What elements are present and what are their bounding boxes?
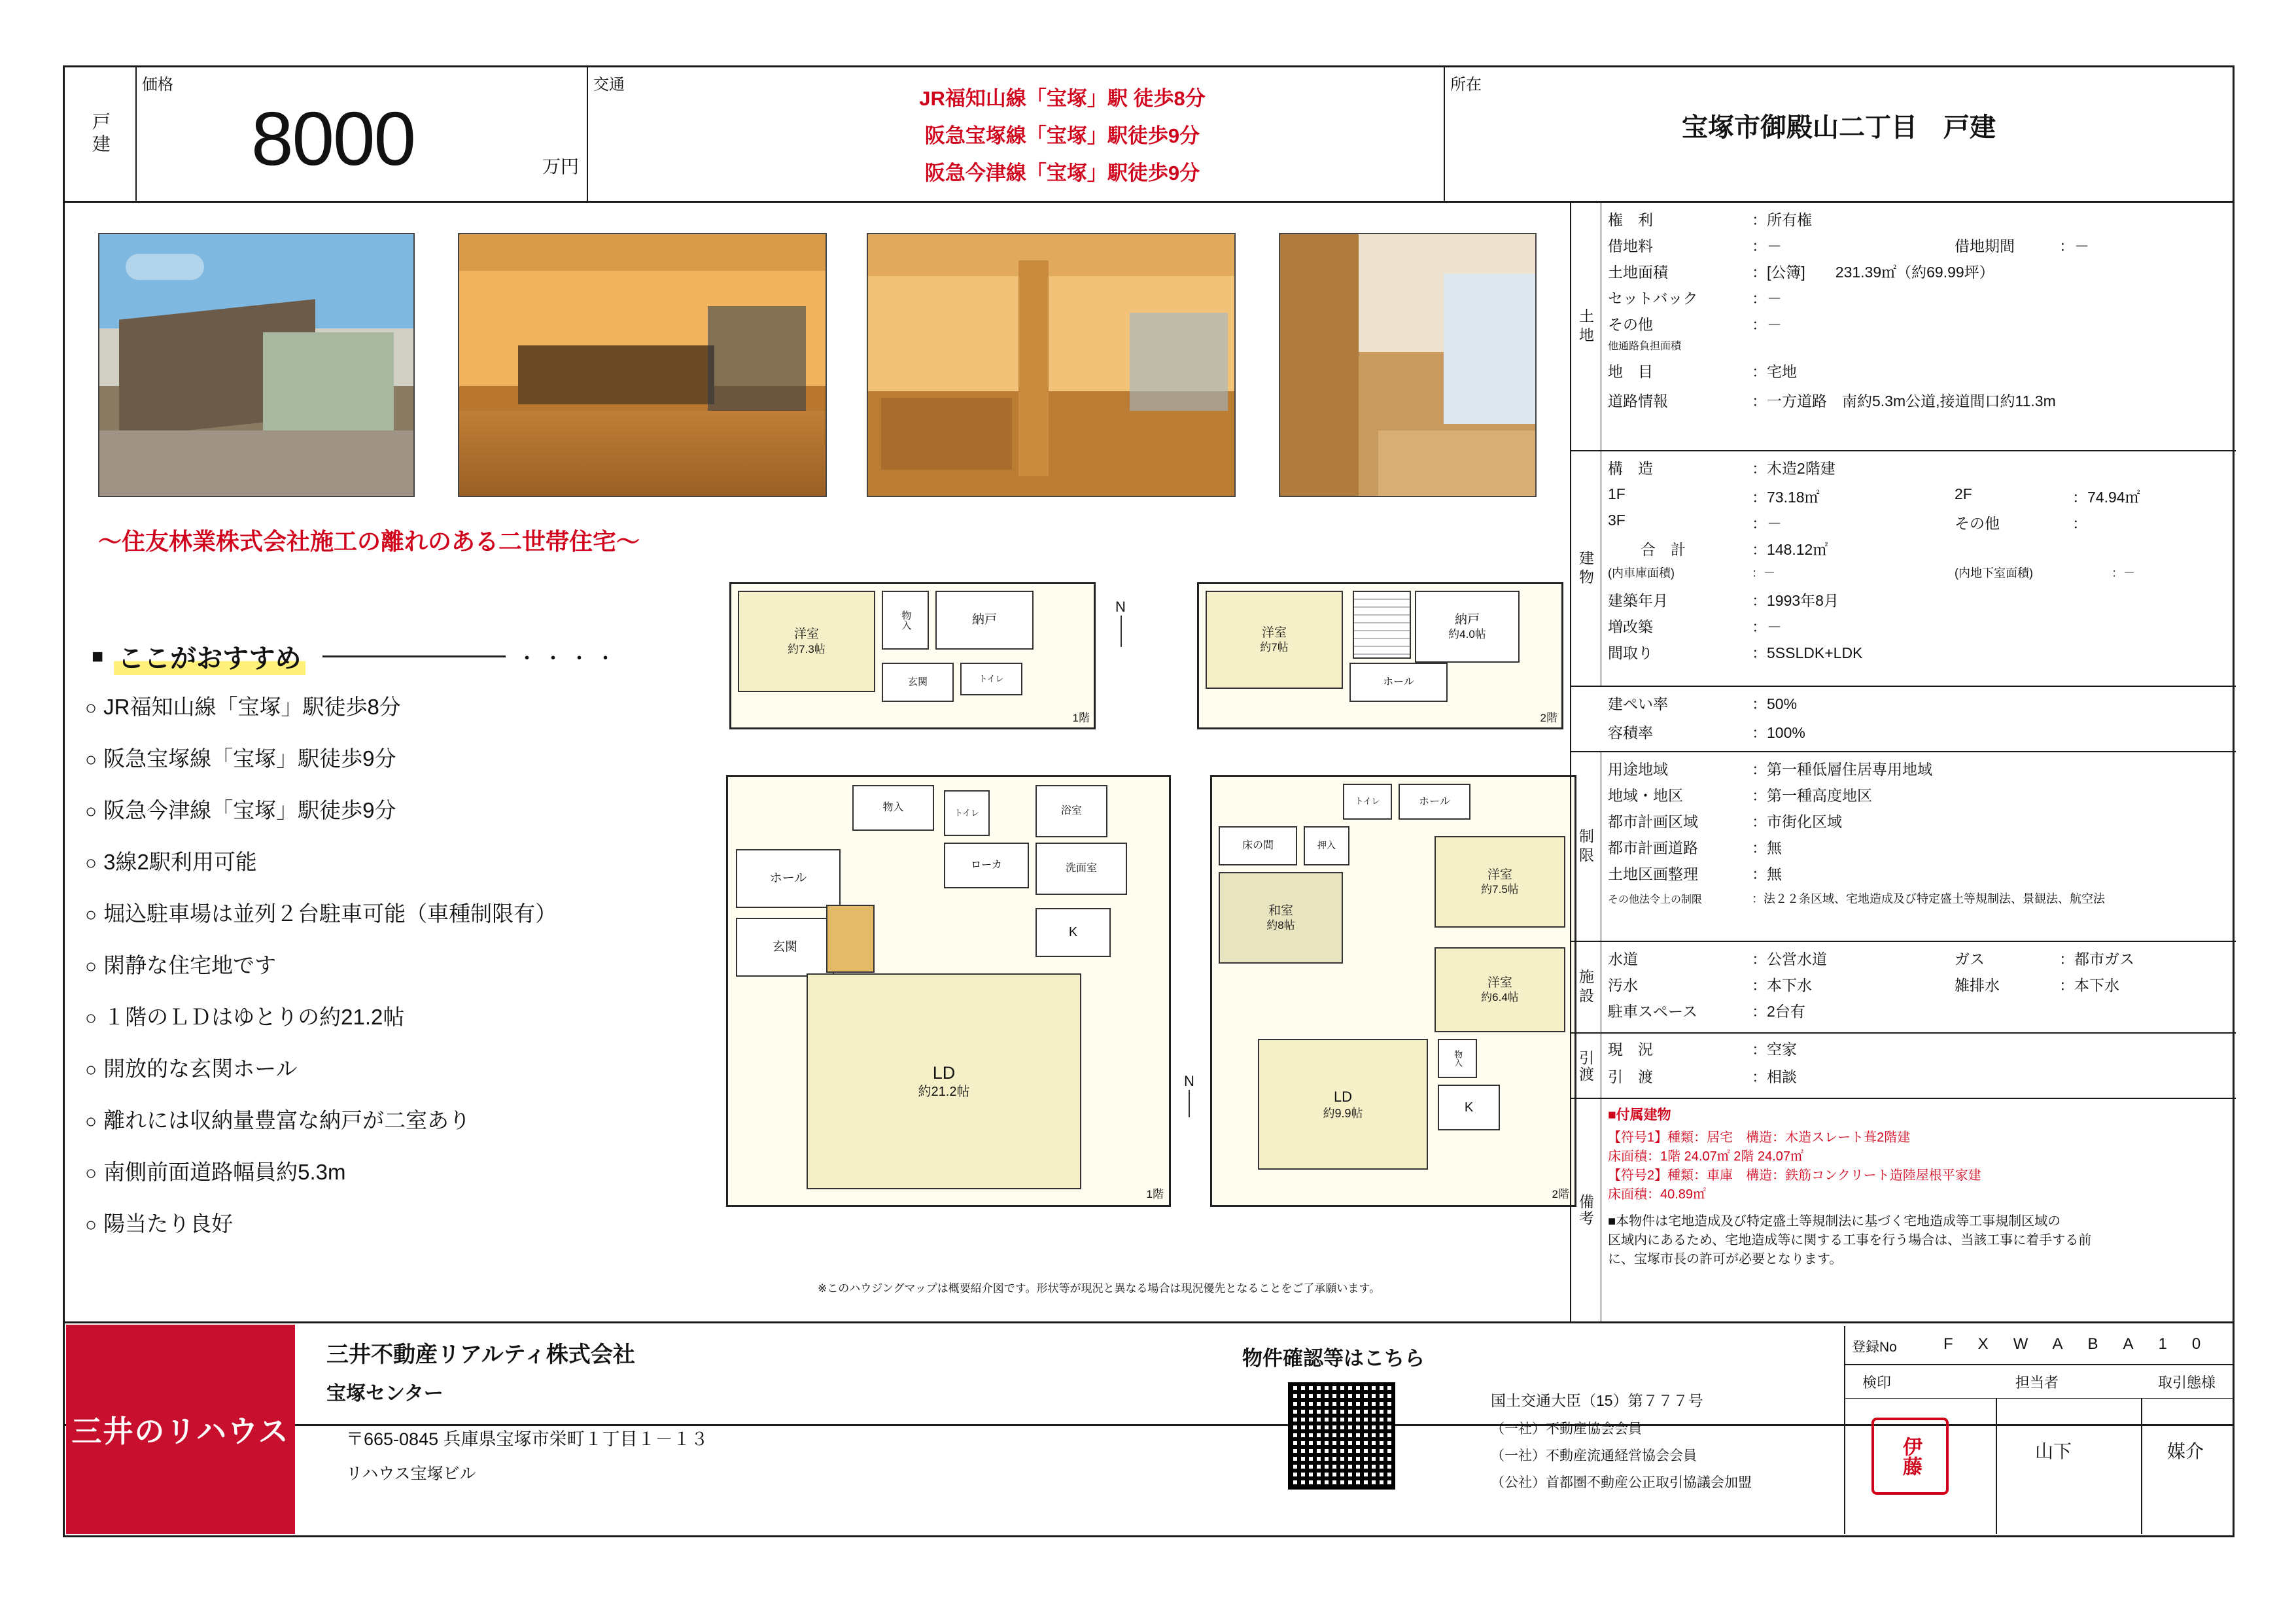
transport-line-1: JR福知山線「宝塚」駅 徒歩8分 <box>919 87 1206 110</box>
fac-0-key: 水道 <box>1608 951 1638 968</box>
room-ld-21_2: LD 約21.2帖 <box>807 973 1081 1189</box>
remarks-line-3: 【符号2】種類：車庫 構造：鉄筋コンクリート造陸屋根平家建 <box>1608 1168 1981 1183</box>
room-kitchen-2f: K <box>1438 1085 1500 1130</box>
spec-ratio-section <box>1571 687 2236 752</box>
spec-remarks-side-label: 備考 <box>1571 1099 1601 1321</box>
registration-label: 登録No <box>1852 1340 1897 1355</box>
land-row-2-key: 土地面積 <box>1608 264 1668 281</box>
staff-name: 山下 <box>2035 1441 2072 1461</box>
remarks-line-7: に、宝塚市長の許可が必要となります。 <box>1608 1252 1843 1266</box>
kitchen-photo <box>867 233 1236 497</box>
fac-1-key: 汚水 <box>1608 977 1638 994</box>
ratio-0-key: 建ぺい率 <box>1608 695 1668 712</box>
catch-copy: ～住友林業株式会社施工の離れのある二世帯住宅～ <box>98 528 640 555</box>
bld-row-7-key: 間取り <box>1608 644 1653 661</box>
room-washitsu-8: 和室 約8帖 <box>1219 872 1343 964</box>
spec-building-side-label: 建物 <box>1571 451 1601 687</box>
qr-code[interactable] <box>1288 1382 1395 1490</box>
ratio-1-key: 容積率 <box>1608 724 1653 741</box>
res-4-key: 土地区画整理 <box>1608 865 1698 882</box>
recommend-list <box>85 690 739 1259</box>
spec-handover-section <box>1571 1034 2236 1099</box>
membership-2: （一社）不動産流通経営協会会員 <box>1491 1448 1697 1463</box>
room-toilet: トイレ <box>960 663 1022 695</box>
res-2-key: 都市計画区域 <box>1608 813 1698 830</box>
spec-facility-section <box>1571 942 2236 1034</box>
res-5-value: ：法２２条区域、宅地造成及び特定盛土等規制法、景観法、航空法 <box>1752 892 2105 905</box>
bld-row-1-key2: 2F <box>1955 485 1972 502</box>
spec-restriction-side-label: 制限 <box>1571 752 1601 942</box>
spec-land-section <box>1571 203 2236 451</box>
room-yoshitsu-7_3: 洋室 約7.3帖 <box>738 591 875 692</box>
recommend-rule <box>322 655 506 657</box>
registration-row <box>1844 1326 2234 1365</box>
res-2-value: ：市街化区域 <box>1752 813 1842 830</box>
floorplan-disclaimer: ※このハウジングマップは概要紹介図です。形状等が現況と異なる場合は現況優先となることをご了承願います。 <box>818 1282 1381 1295</box>
recommend-title: ここがおすすめ <box>114 638 305 675</box>
recommend-heading <box>92 638 622 675</box>
floorplan-main-1f <box>726 775 1171 1207</box>
room-yoshitsu-6_4: 洋室 約6.4帖 <box>1435 947 1565 1032</box>
bld-row-6-value: ：－ <box>1752 618 1782 635</box>
land-row-0-value: ：所有権 <box>1752 211 1812 228</box>
floorplan-detached-2f <box>1197 582 1563 729</box>
stairs-icon-1 <box>1353 591 1411 659</box>
res-1-key: 地域・地区 <box>1608 787 1683 804</box>
bld-row-6-key: 増改築 <box>1608 618 1653 635</box>
bld-row-5-key: 建築年月 <box>1608 592 1668 609</box>
land-row-6-key: 地 目 <box>1608 363 1653 380</box>
bld-row-4-key: (内車庫面積) <box>1608 567 1675 580</box>
bld-row-4-value: ：－ <box>1752 567 1775 580</box>
fac-1-value: ：本下水 <box>1752 977 1812 994</box>
land-row-1-value: ：－ <box>1752 237 1782 254</box>
company-name: 三井不動産リアルティ株式会社 <box>326 1342 635 1367</box>
land-row-1-key2: 借地期間 <box>1955 237 2015 254</box>
recommend-item-9: ○ 離れには収納量豊富な納戸が二室あり <box>85 1108 471 1132</box>
staff-label: 担当者 <box>2015 1374 2059 1391</box>
fac-1-key2: 雑排水 <box>1955 977 2000 994</box>
room-monoire-2f: 物入 <box>1438 1039 1477 1078</box>
res-1-value: ：第一種高度地区 <box>1752 787 1872 804</box>
land-row-0-key: 権 利 <box>1608 211 1653 228</box>
hand-1-value: ：相談 <box>1752 1068 1797 1085</box>
footer-bar <box>63 1321 2235 1537</box>
remarks-line-1: 【符号1】種類：居宅 構造：木造スレート葺2階建 <box>1608 1130 1911 1145</box>
membership-1: （一社）不動産協会会員 <box>1491 1422 1642 1437</box>
recommend-item-4: ○ 3線2駅利用可能 <box>85 850 257 874</box>
bld-row-1-key: 1F <box>1608 485 1626 502</box>
recommend-item-6: ○ 閑静な住宅地です <box>85 953 277 977</box>
deal-label: 取引態様 <box>2158 1374 2216 1391</box>
floor-level-main-1f: 1階 <box>1146 1188 1164 1200</box>
room-toilet-2f: トイレ <box>1343 784 1392 820</box>
location-label: 所在 <box>1450 76 1482 94</box>
fac-2-value: ：2台有 <box>1752 1003 1805 1020</box>
hand-0-value: ：空家 <box>1752 1041 1797 1058</box>
room-toilet-1f: トイレ <box>944 790 990 836</box>
compass-icon-1: N <box>1115 599 1126 647</box>
recommend-dots: ・・・・ <box>517 648 622 670</box>
res-5-key: その他法令上の制限 <box>1608 894 1703 905</box>
land-row-3-key: セットバック <box>1608 290 1698 307</box>
room-kitchen-1f: K <box>1035 908 1111 957</box>
bld-row-2-value: ：－ <box>1752 515 1782 532</box>
spec-restriction-section <box>1571 752 2236 942</box>
license-number: 国土交通大臣（15）第７７７号 <box>1491 1392 1703 1409</box>
bld-row-1-value2: ：74.94㎡ <box>2072 489 2140 506</box>
room-monoire: 物入 <box>882 591 929 650</box>
land-row-7-value: ：一方道路 南約5.3m公道,接道間口約11.3m <box>1752 393 2056 410</box>
recommend-item-5: ○ 堀込駐車場は並列２台駐車可能（車種制限有） <box>85 901 557 926</box>
res-3-value: ：無 <box>1752 839 1782 856</box>
location-value: 宝塚市御殿山二丁目 戸建 <box>1682 113 1996 142</box>
fac-0-key2: ガス <box>1955 951 1985 968</box>
price-label: 価格 <box>142 76 173 94</box>
room-oshiire: 押入 <box>1304 826 1349 865</box>
bld-row-0-key: 構 造 <box>1608 460 1653 477</box>
room-senmenshitsu: 洗面室 <box>1035 843 1127 895</box>
recommend-item-7: ○ １階のＬＤはゆとりの約21.2帖 <box>85 1005 405 1029</box>
exterior-photo <box>98 233 415 497</box>
res-3-key: 都市計画道路 <box>1608 839 1698 856</box>
bld-row-2-value2: ： <box>2072 515 2087 532</box>
price-unit: 万円 <box>542 156 580 177</box>
spec-facility-side-label: 施設 <box>1571 942 1601 1034</box>
floor-level-detached-2f: 2階 <box>1540 712 1557 724</box>
room-hall-main-2f: ホール <box>1399 784 1470 820</box>
spec-handover-side-label: 引渡 <box>1571 1034 1601 1099</box>
spec-building-section <box>1571 451 2236 687</box>
remarks-line-4: 床面積：40.89㎡ <box>1608 1187 1707 1202</box>
land-row-1-key: 借地料 <box>1608 237 1653 254</box>
bld-row-0-value: ：木造2階建 <box>1752 460 1835 477</box>
price-value: 8000 <box>251 96 415 181</box>
floorplan-main-2f <box>1210 775 1576 1207</box>
transport-line-2: 阪急宝塚線「宝塚」駅徒歩9分 <box>924 124 1200 147</box>
room-hall-2f: ホール <box>1349 663 1448 702</box>
bld-row-3-value: ：148.12㎡ <box>1752 541 1828 558</box>
room-yoshitsu-7: 洋室 約7帖 <box>1206 591 1343 689</box>
company-logo: 三井のリハウス <box>66 1325 295 1534</box>
approval-stamp: 伊藤 <box>1871 1418 1949 1495</box>
room-hall-1f: ホール <box>736 849 841 908</box>
land-row-7-key: 道路情報 <box>1608 393 1668 410</box>
land-row-1-value2: ：－ <box>2059 237 2089 254</box>
transport-label: 交通 <box>593 76 625 94</box>
res-0-value: ：第一種低層住居専用地域 <box>1752 761 1932 778</box>
land-row-6-value: ：宅地 <box>1752 363 1797 380</box>
remarks-line-5: ■本物件は宅地造成及び特定盛土等規制法に基づく宅地造成等工事規制区域の <box>1608 1214 2061 1229</box>
contact-title: 物件確認等はこちら <box>1242 1347 1425 1370</box>
recommend-item-8: ○ 開放的な玄関ホール <box>85 1056 298 1081</box>
land-row-5-key: 他通路負担面積 <box>1608 341 1682 352</box>
branch-building: リハウス宝塚ビル <box>346 1465 476 1483</box>
deal-value: 媒介 <box>2167 1441 2204 1461</box>
land-row-4-value: ：－ <box>1752 316 1782 333</box>
bld-row-1-value: ：73.18㎡ <box>1752 489 1820 506</box>
room-nando: 納戸 <box>935 591 1034 650</box>
land-row-2-value: ：[公簿] 231.39㎡（約69.99坪） <box>1752 264 1994 281</box>
room-monoire-1f: 物入 <box>852 785 934 831</box>
spec-land-side-label: 土地 <box>1571 203 1601 451</box>
bld-row-7-value: ：5SSLDK+LDK <box>1752 644 1863 661</box>
fac-1-value2: ：本下水 <box>2059 977 2119 994</box>
room-nando-4_0: 納戸 約4.0帖 <box>1415 591 1520 663</box>
floor-level-detached-1f: 1階 <box>1072 712 1090 724</box>
branch-address: 〒665-0845 兵庫県宝塚市栄町１丁目１－１３ <box>346 1429 708 1449</box>
remarks-title: ■付属建物 <box>1608 1108 1671 1123</box>
ratio-0-value: ：50% <box>1752 695 1798 712</box>
fac-0-value: ：公営水道 <box>1752 951 1827 968</box>
branch-name: 宝塚センター <box>326 1383 444 1405</box>
room-yoshitsu-7_5: 洋室 約7.5帖 <box>1435 836 1565 928</box>
spec-table <box>1570 203 2235 1321</box>
recommend-item-1: ○ JR福知山線「宝塚」駅徒歩8分 <box>85 695 401 719</box>
res-0-key: 用途地域 <box>1608 761 1668 778</box>
recommend-bullet: ■ <box>92 645 104 667</box>
bld-row-2-key2: その他 <box>1955 515 2000 532</box>
footer-subheader-row <box>1844 1364 2234 1399</box>
property-type-label: 戸建 <box>90 112 111 156</box>
room-ld-9_9: LD 約9.9帖 <box>1258 1039 1428 1170</box>
hand-1-key: 引 渡 <box>1608 1068 1653 1085</box>
closet-icon-1 <box>826 905 875 973</box>
recommend-item-10: ○ 南側前面道路幅員約5.3m <box>85 1160 346 1184</box>
room-genkan-1f: 玄関 <box>736 918 834 977</box>
remarks-line-6: 区域内にあるため、宅地造成等に関する工事を行う場合は、当該工事に着手する前 <box>1608 1233 2092 1248</box>
land-row-4-key: その他 <box>1608 316 1653 333</box>
spec-remarks-section <box>1571 1099 2236 1321</box>
fac-0-value2: ：都市ガス <box>2059 951 2134 968</box>
compass-icon-2: N <box>1184 1073 1194 1117</box>
recommend-item-11: ○ 陽当たり良好 <box>85 1212 234 1236</box>
living-dining-photo <box>458 233 827 497</box>
ratio-1-value: ：100% <box>1752 724 1805 741</box>
room-tokonoma: 床の間 <box>1219 826 1297 865</box>
bld-row-2-key: 3F <box>1608 512 1626 529</box>
bld-row-4-key2: (内地下室面積) <box>1955 567 2033 580</box>
transport-line-3: 阪急今津線「宝塚」駅徒歩9分 <box>924 162 1200 184</box>
res-4-value: ：無 <box>1752 865 1782 882</box>
registration-chars: FXWABA10 <box>1943 1335 2226 1353</box>
membership-3: （公社）首都圏不動産公正取引協議会加盟 <box>1491 1475 1752 1490</box>
land-row-3-value: ：－ <box>1752 290 1782 307</box>
recommend-item-2: ○ 阪急宝塚線「宝塚」駅徒歩9分 <box>85 746 396 771</box>
room-bathroom: 浴室 <box>1035 785 1107 837</box>
room-rouka: ローカ <box>944 843 1029 888</box>
recommend-item-3: ○ 阪急今津線「宝塚」駅徒歩9分 <box>85 798 396 822</box>
floor-level-main-2f: 2階 <box>1552 1188 1569 1200</box>
stamp-label: 検印 <box>1862 1374 1892 1391</box>
bld-row-5-value: ：1993年8月 <box>1752 592 1839 609</box>
bld-row-3-key: 合 計 <box>1641 541 1686 558</box>
room-genkan: 玄関 <box>882 663 954 702</box>
hand-0-key: 現 況 <box>1608 1041 1653 1058</box>
bld-row-4-value2: ：－ <box>2112 567 2135 580</box>
fac-2-key: 駐車スペース <box>1608 1003 1697 1020</box>
remarks-line-2: 床面積：1階 24.07㎡ 2階 24.07㎡ <box>1608 1149 1804 1164</box>
floorplan-detached-1f <box>729 582 1096 729</box>
corridor-photo <box>1279 233 1537 497</box>
footer-values-row <box>1844 1398 2234 1534</box>
